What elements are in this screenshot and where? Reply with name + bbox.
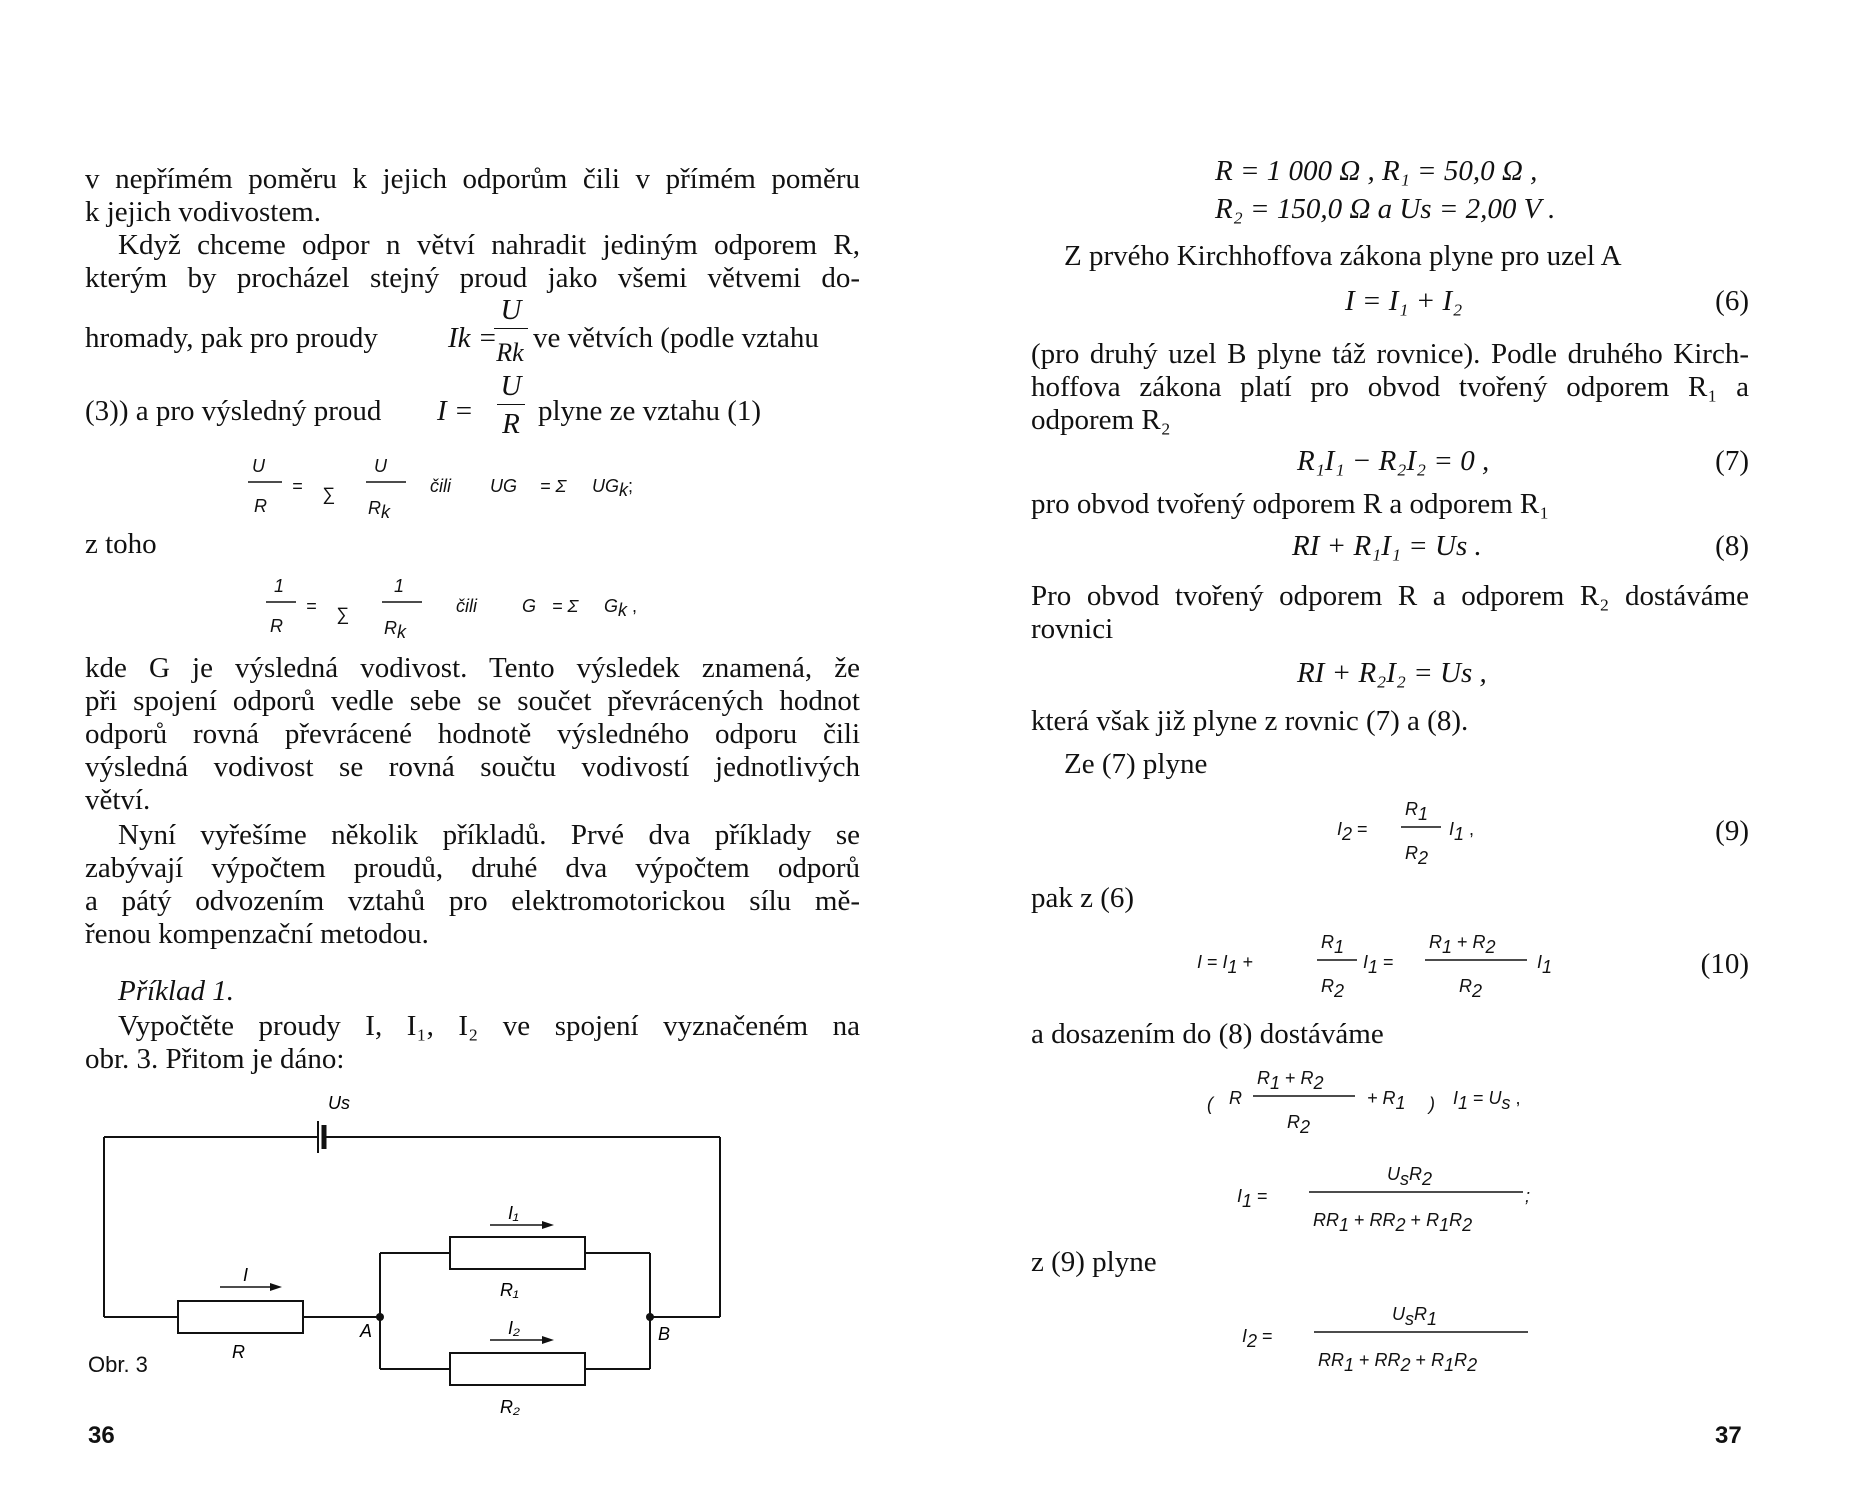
- svg-text:UGk;: UGk;: [592, 476, 634, 500]
- label-r1: R₁: [500, 1280, 519, 1300]
- text-line: v nepřímém poměru k jejich odporům čili v přímém poměru: [85, 163, 860, 195]
- text-line: (pro druhý uzel B plyne táž rovnice). Podle druhého Kirch-: [1031, 338, 1749, 370]
- text-line: rovnici: [1031, 613, 1114, 645]
- label-node-b: B: [658, 1324, 671, 1344]
- svg-text:=: =: [292, 476, 303, 496]
- svg-text:∑: ∑: [336, 604, 349, 624]
- text-line: kde G je výsledná vodivost. Tento výsledek znamená, že: [85, 652, 860, 684]
- text-line: výsledná vodivost se rovná součtu vodivostí jednotlivých: [85, 751, 860, 783]
- equation-number: (8): [1715, 530, 1749, 562]
- fraction-bar: [494, 328, 528, 329]
- svg-text:R2: R2: [1321, 976, 1345, 1001]
- right-page: [937, 0, 1874, 1500]
- svg-text:I2 =: I2 =: [1242, 1326, 1273, 1351]
- text-line: obr. 3. Přitom je dáno:: [85, 1043, 345, 1075]
- svg-text:R2: R2: [1287, 1112, 1311, 1137]
- fraction-bar: [497, 404, 525, 405]
- page-number: 37: [1715, 1422, 1742, 1449]
- svg-text:= Σ: = Σ: [540, 476, 567, 496]
- text-line: (3)) a pro výsledný proud: [85, 395, 382, 427]
- circuit-diagram: [80, 1085, 760, 1445]
- svg-text:Gk ,: Gk ,: [604, 596, 638, 620]
- svg-text:∑: ∑: [322, 484, 335, 504]
- svg-text:=: =: [306, 596, 317, 616]
- given-values-line: R = 1 000 Ω , R₁ = 50,0 Ω ,: [1215, 155, 1538, 187]
- text-line: Vypočtěte proudy I, I₁, I₂ ve spojení vyznačeném na: [118, 1010, 860, 1042]
- svg-text:I1 = Us ,: I1 = Us ,: [1453, 1088, 1521, 1113]
- svg-text:1: 1: [274, 576, 285, 596]
- text-line: Z prvého Kirchhoffova zákona plyne pro uzel A: [1064, 240, 1622, 272]
- svg-text:R1 + R2: R1 + R2: [1429, 932, 1496, 957]
- label-r: R: [232, 1342, 245, 1362]
- equation-number: (7): [1715, 445, 1749, 477]
- label-us: Us: [328, 1093, 350, 1113]
- svg-text:R1 + R2: R1 + R2: [1257, 1068, 1324, 1093]
- equation: RI + R₁I₁ = Us .: [1292, 530, 1482, 562]
- inline-formula: Ik =: [448, 322, 498, 354]
- svg-text:(: (: [1207, 1094, 1213, 1114]
- inline-formula: I =: [437, 395, 474, 427]
- text-line: hromady, pak pro proudy: [85, 322, 378, 354]
- equation-12: [1237, 1150, 1617, 1240]
- svg-text:Rk: Rk: [368, 498, 390, 522]
- example-heading: Příklad 1.: [118, 975, 234, 1007]
- text-line: při spojení odporů vedle sebe se součet převrácených hodnot: [85, 685, 860, 717]
- svg-text:R: R: [270, 616, 283, 636]
- equation: RI + R₂I₂ = Us ,: [1297, 657, 1487, 689]
- equation-13: [1242, 1290, 1622, 1380]
- text-line: kterým by procházel stejný proud jako všemi větvemi do-: [85, 262, 860, 294]
- svg-text:R: R: [254, 496, 267, 516]
- figure-caption: Obr. 3: [88, 1352, 148, 1377]
- text-line: a dosazením do (8) dostáváme: [1031, 1018, 1384, 1050]
- text-line: Nyní vyřešíme několik příkladů. Prvé dva příklady se: [118, 819, 860, 851]
- svg-text:1: 1: [394, 576, 405, 596]
- text-line: ve větvích (podle vztahu: [533, 322, 819, 354]
- svg-text:I1 =: I1 =: [1363, 952, 1394, 977]
- text-line: Když chceme odpor n větví nahradit jediným odporem R,: [118, 229, 860, 261]
- fraction-numerator: U: [500, 370, 522, 402]
- svg-text:+ R1: + R1: [1367, 1088, 1406, 1113]
- svg-text:RR1 + RR2 + R1R2: RR1 + RR2 + R1R2: [1318, 1350, 1478, 1375]
- svg-text:UsR1: UsR1: [1392, 1304, 1438, 1329]
- svg-text:= Σ: = Σ: [552, 596, 579, 616]
- text-line: a pátý odvozením vztahů pro elektromotorickou sílu mě-: [85, 885, 860, 917]
- text-line: Ze (7) plyne: [1064, 748, 1208, 780]
- svg-text:čili: čili: [456, 596, 477, 616]
- text-line: větví.: [85, 784, 151, 816]
- fraction-denominator: R: [502, 408, 520, 440]
- svg-text:U: U: [374, 456, 387, 476]
- text-line: plyne ze vztahu (1): [538, 395, 762, 427]
- equation-9: [1337, 785, 1557, 875]
- svg-text:I1 =: I1 =: [1237, 1186, 1268, 1211]
- label-node-a: A: [360, 1321, 373, 1341]
- svg-text:): ): [1429, 1094, 1435, 1114]
- svg-text:G: G: [522, 596, 537, 616]
- label-i: I: [243, 1265, 249, 1285]
- page-number: 36: [88, 1422, 115, 1449]
- text-line: odporem R₂: [1031, 404, 1171, 436]
- equation: I = I₁ + I₂: [1345, 285, 1463, 317]
- svg-text:R1: R1: [1405, 799, 1429, 824]
- svg-text:I1: I1: [1537, 952, 1553, 977]
- text-line: Pro obvod tvořený odporem R a odporem R₂ dostáváme: [1031, 580, 1749, 612]
- text-line: která však již plyne z rovnic (7) a (8).: [1031, 705, 1469, 737]
- equation-11: [1207, 1052, 1627, 1152]
- svg-text:R2: R2: [1459, 976, 1483, 1001]
- label-i2: I₂: [508, 1318, 520, 1338]
- equation-10: [1197, 918, 1617, 1008]
- svg-text:U: U: [252, 456, 265, 476]
- svg-text:R: R: [1229, 1088, 1242, 1108]
- equation-number: (10): [1700, 948, 1749, 980]
- svg-text:I1 ,: I1 ,: [1449, 819, 1475, 844]
- label-i1: I₁: [508, 1203, 519, 1223]
- svg-text:UG: UG: [490, 476, 517, 496]
- text-line: k jejich vodivostem.: [85, 196, 321, 228]
- given-values-line: R₂ = 150,0 Ω a Us = 2,00 V .: [1215, 193, 1556, 225]
- text-line: řenou kompenzační metodou.: [85, 918, 429, 950]
- svg-text:RR1 + RR2 + R1R2: RR1 + RR2 + R1R2: [1313, 1210, 1473, 1235]
- svg-text:Rk: Rk: [384, 618, 406, 642]
- equation: R₁I₁ − R₂I₂ = 0 ,: [1297, 445, 1490, 477]
- equation-number: (9): [1715, 815, 1749, 847]
- svg-text:čili: čili: [430, 476, 451, 496]
- equation-sum-u-over-r: [240, 440, 760, 530]
- svg-text:I = I1 +: I = I1 +: [1197, 952, 1254, 977]
- equation-sum-one-over-r: [260, 560, 720, 650]
- svg-text:I2 =: I2 =: [1337, 819, 1368, 844]
- text-line: odporů rovná převrácené hodnotě výsledného odporu čili: [85, 718, 860, 750]
- label-r2: R₂: [500, 1397, 520, 1417]
- svg-text:UsR2: UsR2: [1387, 1164, 1433, 1189]
- text-line: pro obvod tvořený odporem R a odporem R₁: [1031, 488, 1550, 520]
- equation-number: (6): [1715, 285, 1749, 317]
- fraction-numerator: U: [500, 294, 522, 326]
- text-line: hoffova zákona platí pro obvod tvořený odporem R₁ a: [1031, 371, 1749, 403]
- text-line: zabývají výpočtem proudů, druhé dva výpočtem odporů: [85, 852, 860, 884]
- svg-text:R1: R1: [1321, 932, 1345, 957]
- fraction-denominator: Rk: [496, 338, 524, 367]
- text-line: z toho: [85, 528, 157, 560]
- text-line: pak z (6): [1031, 882, 1135, 914]
- text-line: z (9) plyne: [1031, 1246, 1157, 1278]
- svg-text:R2: R2: [1405, 843, 1429, 868]
- svg-text:;: ;: [1525, 1186, 1531, 1206]
